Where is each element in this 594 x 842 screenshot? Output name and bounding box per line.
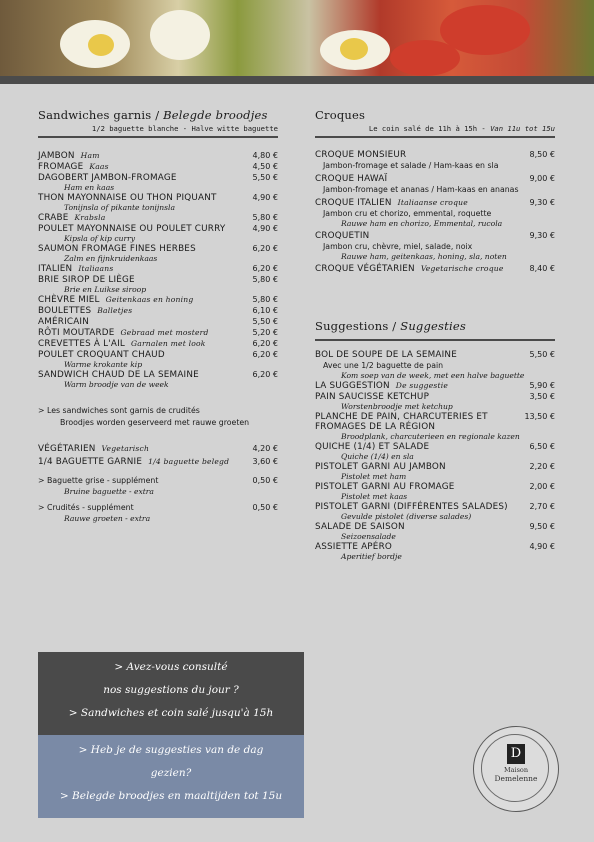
item-price: 5,80 € [252, 275, 278, 284]
item-name-fr: QUICHE (1/4) ET SALADE [315, 442, 430, 452]
item-price: 6,20 € [252, 244, 278, 253]
croques-section [315, 108, 555, 274]
item-price: 3,50 € [529, 392, 555, 401]
item-row [315, 542, 555, 552]
item-name [315, 522, 405, 532]
list-item [38, 444, 278, 454]
item-description: Jambon cru, chèvre, miel, salade, noix [323, 242, 473, 251]
list-item [315, 542, 555, 561]
item-row [315, 412, 555, 422]
header-bar [0, 76, 594, 84]
item-name-nl: Vegetarische croque [420, 264, 504, 273]
item-price: 3,60 € [252, 457, 278, 466]
list-item [315, 198, 555, 228]
item-price: 5,20 € [252, 328, 278, 337]
item-name-fr: BOULETTES [38, 306, 92, 316]
item-name [315, 542, 392, 552]
item-translation: Kom soep van de week, met een halve baguette [341, 371, 525, 380]
item-name [38, 317, 89, 327]
item-name [38, 295, 193, 305]
item-translation: Warme krokante kip [64, 360, 143, 369]
item-row [38, 224, 278, 234]
supplement-crudites: > Crudités - supplément 0,50 € Rauwe groeten - extra [38, 503, 278, 523]
item-price: 2,00 € [529, 482, 555, 491]
info-line: gezien? [150, 767, 192, 779]
item-price: 4,80 € [252, 151, 278, 160]
item-name-fr: CROQUETIN [315, 231, 370, 241]
item-name [315, 264, 504, 274]
item-name-fr: BOL DE SOUPE DE LA SEMAINE [315, 350, 457, 360]
item-name [315, 442, 429, 452]
item-name-fr: CREVETTES À L'AIL [38, 339, 125, 349]
croque-list [315, 150, 555, 274]
info-line: > Sandwiches et coin salé jusqu'à 15h [68, 707, 274, 719]
item-name-fr: CROQUE HAWAÏ [315, 174, 388, 184]
item-row [38, 306, 278, 316]
section-title-sandwiches [38, 108, 278, 122]
item-price: 4,50 € [252, 162, 278, 171]
item-name-fr: LA SUGGESTION [315, 381, 390, 391]
item-price: 9,00 € [529, 174, 555, 183]
item-name-nl: Gebraad met mosterd [120, 328, 209, 337]
item-price: 5,50 € [252, 317, 278, 326]
info-line: > Belegde broodjes en maaltijden tot 15u [59, 790, 283, 802]
list-item [315, 150, 555, 171]
divider [315, 339, 555, 341]
list-item [38, 339, 278, 349]
item-name-fr: PAIN SAUCISSE KETCHUP [315, 392, 430, 402]
list-item [38, 317, 278, 327]
item-name-fr: DAGOBERT JAMBON-FROMAGE [38, 173, 177, 183]
egg-yolk [88, 34, 114, 56]
item-name-fr: POULET MAYONNAISE OU POULET CURRY [38, 224, 226, 234]
item-translation: Pistolet met kaas [341, 492, 408, 501]
item-row [38, 162, 278, 172]
item-name-fr: PLANCHE DE PAIN, CHARCUTERIES ET [315, 412, 488, 422]
item-name [315, 412, 488, 422]
item-name [315, 150, 406, 160]
suggestion-list [315, 350, 555, 561]
item-name-nl: Krabsla [74, 213, 106, 222]
item-row [315, 350, 555, 360]
item-price: 9,50 € [529, 522, 555, 531]
item-row [38, 339, 278, 349]
item-name [315, 392, 429, 402]
info-line: nos suggestions du jour ? [103, 684, 239, 696]
item-name-nl: Kaas [89, 162, 109, 171]
item-name [315, 198, 468, 208]
item-translation: Seizoensalade [341, 532, 396, 541]
item-name-nl: Italiaanse croque [397, 198, 468, 207]
item-description: Jambon-fromage et ananas / Ham-kaas en ananas [323, 185, 519, 194]
item-price: 2,70 € [529, 502, 555, 511]
list-item [315, 392, 555, 411]
item-row [315, 381, 555, 391]
item-price: 8,50 € [529, 150, 555, 159]
item-name-fr: POULET CROQUANT CHAUD [38, 350, 165, 360]
item-row [38, 328, 278, 338]
item-row [38, 213, 278, 223]
item-name [315, 381, 448, 391]
item-name [38, 328, 209, 338]
item-row [315, 482, 555, 492]
item-name [38, 244, 196, 254]
item-row [315, 392, 555, 402]
item-name-fr: CHÈVRE MIEL [38, 295, 100, 305]
header-photo [0, 0, 594, 76]
item-name-fr: SANDWICH CHAUD DE LA SEMAINE [38, 370, 199, 380]
list-item [38, 213, 278, 223]
brand-logo [473, 726, 559, 812]
item-price: 8,40 € [529, 264, 555, 273]
item-name: 1/4 BAGUETTE GARNIE 1/4 baguette belegd [38, 457, 230, 467]
item-translation: Gevulde pistolet (diverse salades) [341, 512, 472, 521]
item-name [315, 174, 387, 184]
suggestions-section [315, 319, 555, 561]
item-row [38, 244, 278, 254]
list-item [315, 442, 555, 461]
item-row [38, 275, 278, 285]
logo-line: Maison [503, 766, 529, 774]
sandwiches-section [38, 108, 278, 523]
item-description: Avec une 1/2 baguette de pain [323, 361, 444, 370]
item-name [315, 482, 455, 492]
list-item [315, 381, 555, 391]
item-name-nl: Italiaans [78, 264, 114, 273]
list-item [38, 370, 278, 389]
note-nl: Broodjes worden geserveerd met rauwe groeten [60, 418, 250, 427]
item-price: 2,20 € [529, 462, 555, 471]
item-name [38, 275, 135, 285]
item-name-fr: CROQUE VÉGÉTARIEN [315, 264, 415, 274]
item-description: Jambon cru et chorizo, emmental, roquette [323, 209, 492, 218]
item-name [38, 193, 217, 203]
tomato-slice [390, 40, 460, 76]
list-item [38, 264, 278, 274]
item-price: 5,90 € [529, 381, 555, 390]
sandwich-list [38, 151, 278, 389]
item-name-fr: PISTOLET GARNI AU FROMAGE [315, 482, 455, 492]
item-name-line2: FROMAGES DE LA RÉGION [315, 422, 436, 432]
item-name [315, 462, 446, 472]
item-row [315, 198, 555, 208]
item-name-fr: AMÉRICAIN [38, 317, 90, 327]
supplement-baguette: > Baguette grise - supplément 0,50 € Bruine baguette - extra [38, 476, 278, 496]
list-item [315, 482, 555, 501]
item-name-fr: THON MAYONNAISE OU THON PIQUANT [38, 193, 217, 203]
list-item [38, 457, 278, 467]
list-item [315, 264, 555, 274]
item-row [315, 231, 555, 241]
item-row [38, 193, 278, 203]
egg-slice [150, 10, 210, 60]
title-nl: Belegde broodjes [163, 108, 268, 122]
note-fr: > Les sandwiches sont garnis de crudités [38, 406, 200, 415]
item-name-nl: Balletjes [97, 306, 133, 315]
item-row [315, 150, 555, 160]
item-name-fr: PISTOLET GARNI (DIFFÉRENTES SALADES) [315, 502, 508, 512]
item-price: 5,50 € [252, 173, 278, 182]
item-translation: Worstenbroodje met ketchup [341, 402, 453, 411]
item-row [315, 502, 555, 512]
list-item [38, 350, 278, 369]
sandwiches-subtitle: 1/2 baguette blanche - Halve witte baguette [38, 124, 278, 138]
item-name-nl: De suggestie [395, 381, 449, 390]
item-name [315, 502, 508, 512]
list-item [315, 462, 555, 481]
list-item [38, 328, 278, 338]
list-item [38, 295, 278, 305]
item-translation: Pistolet met ham [341, 472, 407, 481]
item-name [38, 224, 225, 234]
list-item [315, 231, 555, 261]
item-name-fr: ITALIEN [38, 264, 73, 274]
item-price: 6,20 € [252, 339, 278, 348]
item-translation: Aperitief bordje [341, 552, 402, 561]
item-name: VÉGÉTARIEN Vegetarisch [38, 444, 150, 454]
item-name [38, 264, 113, 274]
item-name [38, 370, 199, 380]
item-row [38, 350, 278, 360]
item-row [315, 442, 555, 452]
item-translation: Rauwe ham en chorizo, Emmental, rucola [341, 219, 503, 228]
item-row [315, 462, 555, 472]
item-name [38, 350, 165, 360]
item-name-fr: JAMBON [38, 151, 75, 161]
item-translation: Quiche (1/4) en sla [341, 452, 414, 461]
list-item [38, 151, 278, 161]
item-price: 6,50 € [529, 442, 555, 451]
item-price: 13,50 € [524, 412, 555, 421]
item-name [315, 350, 457, 360]
info-line: > Heb je de suggesties van de dag [78, 744, 264, 756]
item-name [38, 306, 132, 316]
item-name-nl: Garnalen met look [130, 339, 206, 348]
item-price: 9,30 € [529, 198, 555, 207]
item-name-fr: RÔTI MOUTARDE [38, 328, 115, 338]
item-name-fr: CROQUE ITALIEN [315, 198, 392, 208]
crudites-note [38, 405, 278, 428]
item-translation: Broodplank, charcuterieen en regionale kazen [341, 432, 520, 441]
item-price: 5,50 € [529, 350, 555, 359]
item-name-nl: Geitenkaas en honing [105, 295, 194, 304]
item-translation: Kipsla of kip curry [64, 234, 136, 243]
item-row [38, 264, 278, 274]
info-box-nl [38, 735, 304, 818]
list-item [38, 275, 278, 294]
list-item [38, 224, 278, 243]
item-price: 4,90 € [252, 193, 278, 202]
item-row [38, 370, 278, 380]
item-name [315, 231, 369, 241]
logo-inner [494, 744, 538, 792]
list-item [38, 173, 278, 192]
item-name [38, 339, 206, 349]
list-item [315, 522, 555, 541]
list-item [315, 412, 555, 441]
item-row [315, 264, 555, 274]
item-name [38, 162, 109, 172]
item-price: 6,20 € [252, 370, 278, 379]
info-line: > Avez-vous consulté [114, 661, 228, 673]
item-description: Jambon-fromage et salade / Ham-kaas en sla [323, 161, 499, 170]
item-name-fr: CRABE [38, 213, 69, 223]
item-price: 4,90 € [529, 542, 555, 551]
item-price: 4,90 € [252, 224, 278, 233]
egg-yolk [340, 38, 368, 60]
item-price: 5,80 € [252, 295, 278, 304]
list-item [38, 244, 278, 263]
item-name-fr: CROQUE MONSIEUR [315, 150, 407, 160]
item-translation: Warm broodje van de week [64, 380, 169, 389]
list-item [315, 502, 555, 521]
item-translation: Brie en Luikse siroop [64, 285, 147, 294]
item-row [315, 522, 555, 532]
list-item [315, 174, 555, 195]
item-price: 4,20 € [252, 444, 278, 453]
item-price: 5,80 € [252, 213, 278, 222]
item-row [315, 174, 555, 184]
item-row [38, 295, 278, 305]
item-row [38, 317, 278, 327]
item-name-fr: FROMAGE [38, 162, 84, 172]
item-name-fr: BRIE SIROP DE LIÈGE [38, 275, 135, 285]
item-name [38, 151, 100, 161]
item-price: 6,20 € [252, 264, 278, 273]
section-title-suggestions: Suggestions / Suggesties [315, 319, 466, 333]
item-name [38, 213, 105, 223]
title-fr: Sandwiches garnis / [38, 108, 164, 122]
croques-subtitle: Le coin salé de 11h à 15h - Van 11u tot 15u [315, 124, 555, 138]
item-translation: Tonijnsla of pikante tonijnsla [64, 203, 175, 212]
item-name-fr: ASSIETTE APÉRO [315, 542, 393, 552]
item-translation: Ham en kaas [64, 183, 115, 192]
item-name-fr: SAUMON FROMAGE FINES HERBES [38, 244, 196, 254]
item-price: 6,10 € [252, 306, 278, 315]
list-item [38, 162, 278, 172]
item-name-fr: SALADE DE SAISON [315, 522, 405, 532]
item-name-fr: PISTOLET GARNI AU JAMBON [315, 462, 446, 472]
item-translation: Rauwe ham, geitenkaas, honing, sla, noten [341, 252, 507, 261]
item-translation: Zalm en fijnkruidenkaas [64, 254, 158, 263]
item-price: 9,30 € [529, 231, 555, 240]
item-row [38, 173, 278, 183]
info-box-fr [38, 652, 304, 735]
list-item [315, 350, 555, 380]
list-item [38, 306, 278, 316]
logo-line: Demelenne [494, 774, 538, 783]
logo-letter: D [507, 744, 525, 764]
item-price: 6,20 € [252, 350, 278, 359]
item-name-nl: Ham [80, 151, 100, 160]
list-item [38, 193, 278, 212]
section-title-croques: Croques [315, 108, 366, 122]
item-row [38, 151, 278, 161]
item-name [38, 173, 177, 183]
